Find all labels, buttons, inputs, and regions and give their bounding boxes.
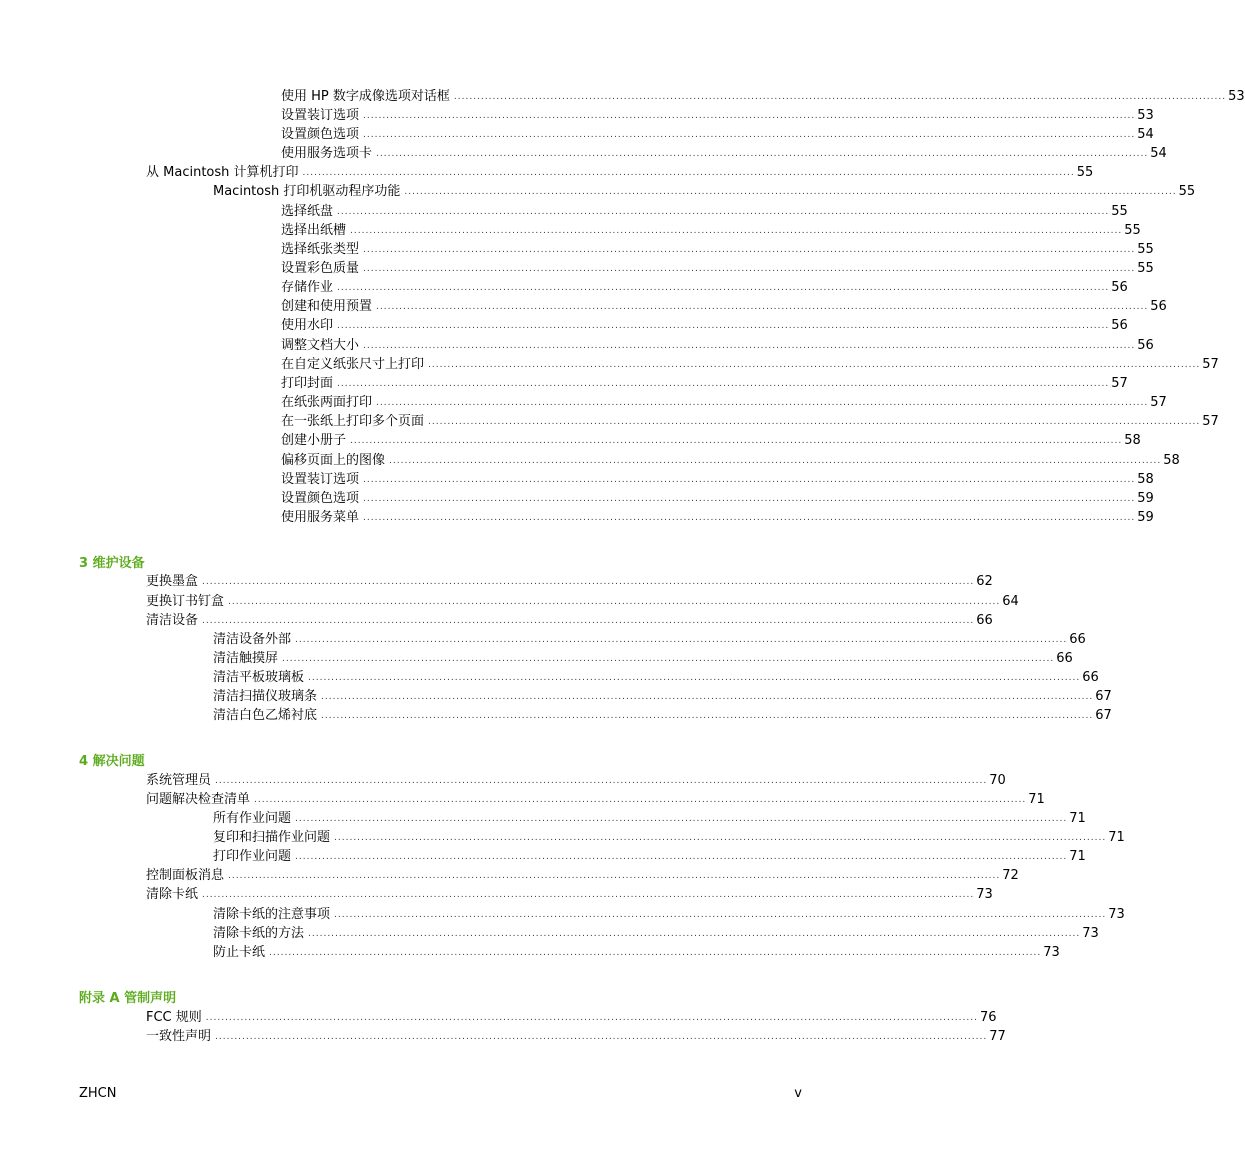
- toc-entry-title: 在自定义纸张尺寸上打印: [281, 357, 425, 372]
- chapter-heading[interactable]: 4 解决问题: [79, 754, 145, 769]
- dot-leader: ........................................................................................................................................................................................................: [202, 577, 975, 587]
- dot-leader: ........................................................................................................................................................................................................: [363, 341, 1136, 351]
- toc-entry[interactable]: [281, 393, 1167, 412]
- toc-entry[interactable]: [281, 144, 1167, 163]
- toc-entry[interactable]: [213, 706, 1112, 725]
- footer-page-number: v: [794, 1086, 802, 1101]
- dot-leader: ........................................................................................................................................................................................................: [269, 948, 1042, 958]
- dot-leader: ........................................................................................................................................................................................................: [363, 130, 1136, 140]
- dot-leader: ........................................................................................................................................................................................................: [295, 635, 1068, 645]
- toc-entry-title: 清洁设备外部: [213, 632, 292, 647]
- toc-entry[interactable]: [281, 451, 1180, 470]
- dot-leader: ........................................................................................................................................................................................................: [215, 1032, 988, 1042]
- toc-entry-title: 调整文档大小: [281, 338, 360, 353]
- toc-entry-page: 66: [1056, 651, 1073, 666]
- dot-leader: ........................................................................................................................................................................................................: [308, 929, 1081, 939]
- toc-entry-page: 73: [1108, 907, 1125, 922]
- dot-leader: ........................................................................................................................................................................................................: [337, 321, 1110, 331]
- dot-leader: ........................................................................................................................................................................................................: [202, 890, 975, 900]
- dot-leader: ........................................................................................................................................................................................................: [334, 910, 1107, 920]
- dot-leader: ........................................................................................................................................................................................................: [363, 475, 1136, 485]
- dot-leader: ........................................................................................................................................................................................................: [228, 871, 1001, 881]
- dot-leader: ........................................................................................................................................................................................................: [428, 417, 1201, 427]
- dot-leader: ........................................................................................................................................................................................................: [295, 814, 1068, 824]
- toc-entry-title: 清除卡纸的注意事项: [213, 907, 331, 922]
- dot-leader: ........................................................................................................................................................................................................: [376, 302, 1149, 312]
- toc-entry[interactable]: [213, 649, 1073, 668]
- toc-entry[interactable]: [281, 297, 1167, 316]
- dot-leader: ........................................................................................................................................................................................................: [215, 776, 988, 786]
- toc-entry-title: 从 Macintosh 计算机打印: [146, 165, 299, 180]
- toc-entry-title: 一致性声明: [146, 1029, 212, 1044]
- toc-entry-page: 57: [1202, 414, 1219, 429]
- toc-entry[interactable]: [213, 847, 1086, 866]
- dot-leader: ........................................................................................................................................................................................................: [337, 207, 1110, 217]
- toc-entry-title: 清洁白色乙烯衬底: [213, 708, 318, 723]
- toc-entry-title: 创建和使用预置: [281, 299, 373, 314]
- footer-language-code: ZHCN: [79, 1086, 117, 1101]
- toc-entry-title: 选择出纸槽: [281, 223, 347, 238]
- toc-entry-page: 76: [979, 1010, 997, 1025]
- toc-entry[interactable]: [281, 125, 1154, 144]
- toc-entry-title: 控制面板消息: [146, 868, 225, 883]
- toc-entry-title: 创建小册子: [281, 433, 347, 448]
- toc-entry[interactable]: [213, 828, 1125, 847]
- toc-entry-page: 71: [1069, 849, 1086, 864]
- toc-entry-title: 设置颜色选项: [281, 127, 360, 142]
- toc-entry[interactable]: [213, 687, 1112, 706]
- toc-entry-page: 56: [1137, 338, 1154, 353]
- toc-entry[interactable]: [281, 278, 1128, 297]
- toc-entry-page: 55: [1076, 165, 1094, 180]
- toc-entry-title: 清洁触摸屏: [213, 651, 279, 666]
- dot-leader: ........................................................................................................................................................................................................: [282, 654, 1055, 664]
- toc-entry[interactable]: [146, 163, 1094, 182]
- toc-entry-page: 56: [1150, 299, 1167, 314]
- toc-entry[interactable]: [213, 809, 1086, 828]
- dot-leader: ........................................................................................................................................................................................................: [453, 92, 1227, 102]
- toc-entry[interactable]: [281, 106, 1154, 125]
- toc-entry-page: 55: [1178, 184, 1196, 199]
- toc-entry-page: 77: [989, 1029, 1006, 1044]
- toc-entry-page: 71: [1108, 830, 1125, 845]
- toc-entry-page: 57: [1111, 376, 1128, 391]
- toc-entry-title: 清洁扫描仪玻璃条: [213, 689, 318, 704]
- chapter-heading[interactable]: 附录 A 管制声明: [79, 991, 177, 1006]
- toc-entry-title: 复印和扫描作业问题: [213, 830, 331, 845]
- toc-entry-title: 清洁设备: [146, 613, 199, 628]
- toc-entry-title: 打印封面: [281, 376, 334, 391]
- dot-leader: ........................................................................................................................................................................................................: [337, 283, 1110, 293]
- toc-entry-page: 59: [1137, 510, 1154, 525]
- toc-entry-page: 58: [1124, 433, 1141, 448]
- dot-leader: ........................................................................................................................................................................................................: [428, 360, 1201, 370]
- toc-entry-page: 67: [1095, 689, 1112, 704]
- toc-entry-page: 58: [1137, 472, 1154, 487]
- toc-entry-title: 使用 HP 数字成像选项对话框: [281, 89, 450, 104]
- dot-leader: ........................................................................................................................................................................................................: [321, 692, 1094, 702]
- toc-entry-title: 打印作业问题: [213, 849, 292, 864]
- toc-entry-page: 62: [976, 574, 993, 589]
- toc-entry[interactable]: [281, 221, 1141, 240]
- dot-leader: ........................................................................................................................................................................................................: [363, 513, 1136, 523]
- dot-leader: ........................................................................................................................................................................................................: [205, 1013, 978, 1023]
- dot-leader: ........................................................................................................................................................................................................: [404, 187, 1177, 197]
- toc-entry-title: 使用水印: [281, 318, 334, 333]
- toc-entry-page: 56: [1111, 280, 1128, 295]
- toc-entry[interactable]: [213, 668, 1099, 687]
- toc-entry[interactable]: [281, 412, 1219, 431]
- toc-entry-page: 73: [1082, 926, 1099, 941]
- toc-entry[interactable]: [146, 611, 993, 630]
- dot-leader: ........................................................................................................................................................................................................: [321, 711, 1094, 721]
- toc-entry-title: 选择纸张类型: [281, 242, 360, 257]
- dot-leader: ........................................................................................................................................................................................................: [389, 456, 1162, 466]
- dot-leader: ........................................................................................................................................................................................................: [228, 597, 1001, 607]
- toc-entry-page: 70: [989, 773, 1006, 788]
- toc-entry-title: 选择纸盘: [281, 204, 334, 219]
- toc-entry[interactable]: [146, 592, 1019, 611]
- dot-leader: ........................................................................................................................................................................................................: [337, 379, 1110, 389]
- toc-entry-page: 53: [1137, 108, 1154, 123]
- toc-entry-title: 清除卡纸: [146, 887, 199, 902]
- dot-leader: ........................................................................................................................................................................................................: [202, 616, 975, 626]
- toc-entry[interactable]: [281, 489, 1154, 508]
- toc-entry-title: 存储作业: [281, 280, 334, 295]
- toc-entry-page: 55: [1137, 261, 1154, 276]
- dot-leader: ........................................................................................................................................................................................................: [363, 111, 1136, 121]
- toc-entry-page: 71: [1028, 792, 1045, 807]
- toc-entry[interactable]: [281, 259, 1154, 278]
- toc-entry-title: 清除卡纸的方法: [213, 926, 305, 941]
- toc-entry-page: 72: [1002, 868, 1019, 883]
- dot-leader: ........................................................................................................................................................................................................: [254, 795, 1027, 805]
- toc-entry-page: 54: [1137, 127, 1154, 142]
- dot-leader: ........................................................................................................................................................................................................: [363, 245, 1136, 255]
- toc-entry[interactable]: [146, 790, 1045, 809]
- dot-leader: ........................................................................................................................................................................................................: [350, 226, 1123, 236]
- toc-entry-title: 在纸张两面打印: [281, 395, 373, 410]
- dot-leader: ........................................................................................................................................................................................................: [350, 436, 1123, 446]
- dot-leader: ........................................................................................................................................................................................................: [376, 398, 1149, 408]
- toc-entry-page: 58: [1163, 453, 1180, 468]
- toc-entry-title: FCC 规则: [146, 1010, 202, 1025]
- toc-entry-title: 使用服务菜单: [281, 510, 360, 525]
- toc-entry-page: 57: [1202, 357, 1219, 372]
- toc-entry-page: 71: [1069, 811, 1086, 826]
- toc-entry-title: 更换订书钉盒: [146, 594, 225, 609]
- toc-entry[interactable]: [281, 202, 1128, 221]
- toc-entry-title: 系统管理员: [146, 773, 212, 788]
- toc-entry-title: 防止卡纸: [213, 945, 266, 960]
- toc-entry-page: 56: [1111, 318, 1128, 333]
- toc-entry-page: 67: [1095, 708, 1112, 723]
- toc-entry[interactable]: [213, 182, 1196, 201]
- dot-leader: ........................................................................................................................................................................................................: [334, 833, 1107, 843]
- dot-leader: ........................................................................................................................................................................................................: [376, 149, 1149, 159]
- toc-entry-title: 在一张纸上打印多个页面: [281, 414, 425, 429]
- toc-entry[interactable]: [281, 316, 1128, 335]
- toc-entry-page: 59: [1137, 491, 1154, 506]
- toc-entry-page: 55: [1137, 242, 1154, 257]
- toc-entry-title: 清洁平板玻璃板: [213, 670, 305, 685]
- toc-entry-page: 73: [1043, 945, 1060, 960]
- toc-entry-title: 设置颜色选项: [281, 491, 360, 506]
- toc-entry[interactable]: [213, 924, 1099, 943]
- toc-entry-title: 更换墨盒: [146, 574, 199, 589]
- toc-entry[interactable]: [281, 87, 1245, 106]
- toc-entry[interactable]: [146, 885, 993, 904]
- toc-entry[interactable]: [281, 470, 1154, 489]
- toc-entry-page: 55: [1124, 223, 1141, 238]
- toc-entry[interactable]: [213, 905, 1125, 924]
- toc-entry-title: Macintosh 打印机驱动程序功能: [213, 184, 401, 199]
- dot-leader: ........................................................................................................................................................................................................: [363, 264, 1136, 274]
- toc-entry[interactable]: [146, 1008, 997, 1027]
- toc-entry-title: 设置彩色质量: [281, 261, 360, 276]
- toc-entry[interactable]: [213, 943, 1060, 962]
- toc-entry[interactable]: [281, 240, 1154, 259]
- toc-entry-page: 54: [1150, 146, 1167, 161]
- toc-entry[interactable]: [146, 1027, 1006, 1046]
- toc-entry-page: 57: [1150, 395, 1167, 410]
- toc-entry-title: 设置装订选项: [281, 472, 360, 487]
- toc-entry[interactable]: [146, 771, 1006, 790]
- toc-entry[interactable]: [146, 866, 1019, 885]
- toc-entry-page: 64: [1002, 594, 1019, 609]
- toc-entry-page: 53: [1228, 89, 1245, 104]
- toc-entry[interactable]: [281, 431, 1141, 450]
- toc-entry[interactable]: [281, 336, 1154, 355]
- toc-entry-title: 设置装订选项: [281, 108, 360, 123]
- toc-entry-page: 66: [1082, 670, 1099, 685]
- toc-entry-page: 55: [1111, 204, 1128, 219]
- toc-entry-title: 偏移页面上的图像: [281, 453, 386, 468]
- toc-entry-title: 所有作业问题: [213, 811, 292, 826]
- toc-entry-title: 使用服务选项卡: [281, 146, 373, 161]
- toc-entry-page: 66: [976, 613, 993, 628]
- dot-leader: ........................................................................................................................................................................................................: [363, 494, 1136, 504]
- dot-leader: ........................................................................................................................................................................................................: [295, 852, 1068, 862]
- chapter-heading[interactable]: 3 维护设备: [79, 556, 145, 571]
- toc-entry-title: 问题解决检查清单: [146, 792, 251, 807]
- toc-entry[interactable]: [281, 374, 1128, 393]
- dot-leader: ........................................................................................................................................................................................................: [308, 673, 1081, 683]
- toc-entry[interactable]: [281, 355, 1219, 374]
- dot-leader: ........................................................................................................................................................................................................: [302, 168, 1075, 178]
- toc-entry-page: 73: [976, 887, 993, 902]
- toc-entry-page: 66: [1069, 632, 1086, 647]
- toc-entry[interactable]: [146, 572, 993, 591]
- toc-entry[interactable]: [281, 508, 1154, 527]
- toc-entry[interactable]: [213, 630, 1086, 649]
